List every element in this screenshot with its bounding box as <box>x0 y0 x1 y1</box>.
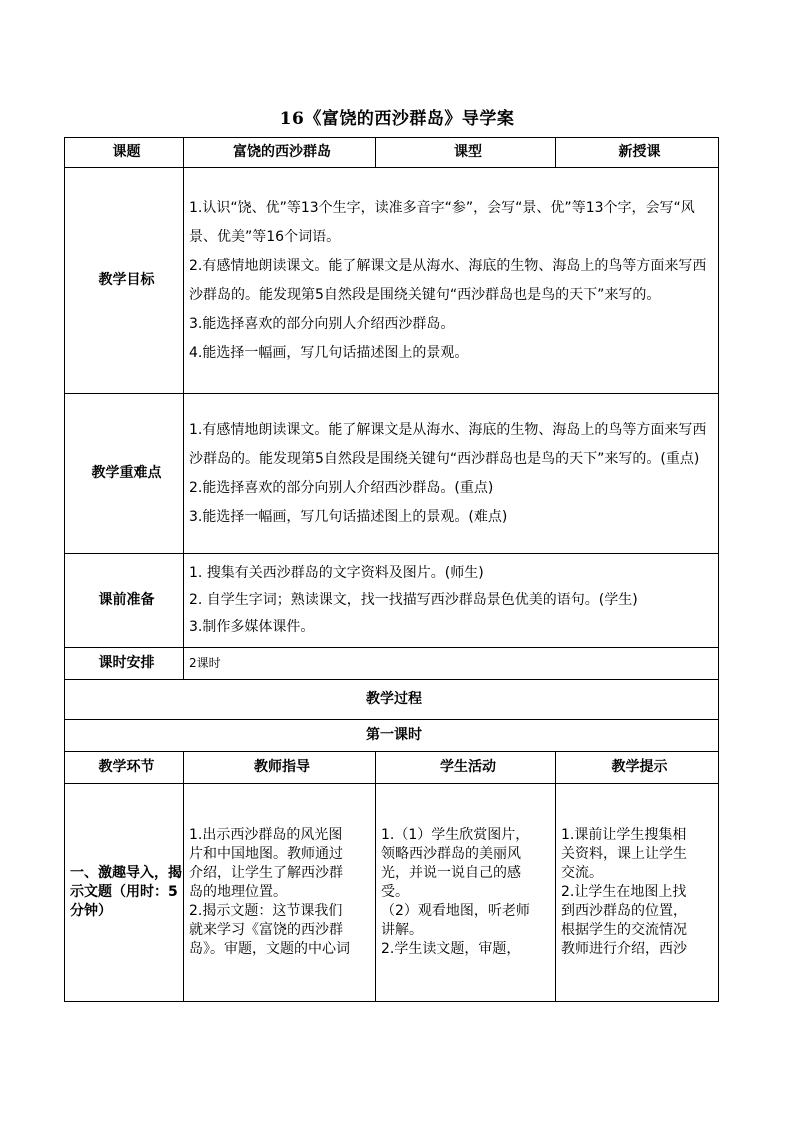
topic-label: 课题 <box>65 138 184 168</box>
lesson-heading: 第一课时 <box>65 720 719 752</box>
tip-line: 2.让学生在地图上找 <box>561 884 687 901</box>
lesson-heading-row <box>65 720 719 752</box>
tip-line: 根据学生的交流情况 <box>561 921 687 938</box>
teacher-line: 2.揭示文题：这节课我们 <box>189 902 343 919</box>
goals-label: 教学目标 <box>65 168 184 394</box>
schedule-value: 2课时 <box>184 648 719 680</box>
column-header-student: 学生活动 <box>376 752 556 784</box>
header-row <box>65 138 719 168</box>
goal-item: 2.有感情地朗读课文。能了解课文是从海水、海底的生物、海岛上的鸟等方面来写西沙群岛的。能发现第5自然段是围绕关键句“西沙群岛也是鸟的天下”来写的。 <box>189 257 707 303</box>
goal-item: 4.能选择一幅画，写几句话描述图上的景观。 <box>189 344 469 361</box>
preparation-item: 2. 自学生字词；熟读课文，找一找描写西沙群岛景色优美的语句。(学生) <box>189 592 638 608</box>
key-points-content <box>184 394 719 554</box>
tip-line: 1.课前让学生搜集相 <box>561 827 687 844</box>
key-point-item: 2.能选择喜欢的部分向别人介绍西沙群岛。(重点) <box>189 479 494 496</box>
key-points-label: 教学重难点 <box>65 394 184 554</box>
key-point-item: 1.有感情地朗读课文。能了解课文是从海水、海底的生物、海岛上的鸟等方面来写西沙群岛的。能发现第5自然段是围绕关键句“西沙群岛也是鸟的天下”来写的。(重点) <box>189 421 707 467</box>
document-title: 16《富饶的西沙群岛》导学案 <box>279 109 515 129</box>
preparation-label: 课前准备 <box>65 554 184 648</box>
preparation-row <box>65 554 719 648</box>
teacher-line: 岛的地理位置。 <box>189 884 287 901</box>
schedule-row <box>65 648 719 680</box>
student-line: 受。 <box>381 884 409 901</box>
column-header-stage: 教学环节 <box>65 752 184 784</box>
column-header-tips: 教学提示 <box>556 752 719 784</box>
key-point-item: 3.能选择一幅画，写几句话描述图上的景观。(难点) <box>189 508 508 525</box>
tip-line: 交流。 <box>561 865 603 882</box>
topic-value: 富饶的西沙群岛 <box>184 138 376 168</box>
teacher-line: 片和中国地图。教师通过 <box>189 846 343 863</box>
tip-line: 教师进行介绍，西沙 <box>561 940 687 957</box>
teaching-tips <box>556 784 719 1002</box>
preparation-content <box>184 554 719 648</box>
teacher-line: 就来学习《富饶的西沙群 <box>189 921 343 938</box>
goal-item: 1.认识“饶、优”等13个生字，读准多音字“参”，会写“景、优”等13个字，会写“风景、优美”等16个词语。 <box>189 199 695 245</box>
student-line: （2）观看地图，听老师 <box>381 902 530 919</box>
process-heading-row <box>65 680 719 720</box>
process-heading: 教学过程 <box>65 680 719 720</box>
schedule-label: 课时安排 <box>65 648 184 680</box>
column-header-teacher: 教师指导 <box>184 752 376 784</box>
teacher-guidance <box>184 784 376 1002</box>
preparation-item: 3.制作多媒体课件。 <box>189 619 315 635</box>
student-activity <box>376 784 556 1002</box>
student-line: 讲解。 <box>381 921 423 938</box>
key-points-row <box>65 394 719 554</box>
teacher-line: 介绍，让学生了解西沙群 <box>189 865 343 882</box>
goal-item: 3.能选择喜欢的部分向别人介绍西沙群岛。 <box>189 315 455 332</box>
student-line: 光，并说一说自己的感 <box>381 865 521 882</box>
type-value: 新授课 <box>556 138 719 168</box>
preparation-item: 1. 搜集有关西沙群岛的文字资料及图片。(师生) <box>189 565 484 581</box>
tip-line: 关资料，课上让学生 <box>561 846 687 863</box>
stage-name: 一、激趣导入，揭示文题（用时：5分钟） <box>65 784 184 1002</box>
process-columns-row <box>65 752 719 784</box>
goals-content <box>184 168 719 394</box>
student-line: 1.（1）学生欣赏图片， <box>381 827 530 844</box>
lesson-plan-table <box>64 137 719 1002</box>
student-line: 2.学生读文题，审题， <box>381 940 521 957</box>
teacher-line: 岛》。审题，文题的中心词 <box>189 940 350 957</box>
teacher-line: 1.出示西沙群岛的风光图 <box>189 827 343 844</box>
tip-line: 到西沙群岛的位置， <box>561 902 687 919</box>
stage-row <box>65 784 719 1002</box>
student-line: 领略西沙群岛的美丽风 <box>381 846 521 863</box>
goals-row <box>65 168 719 394</box>
type-label: 课型 <box>376 138 556 168</box>
